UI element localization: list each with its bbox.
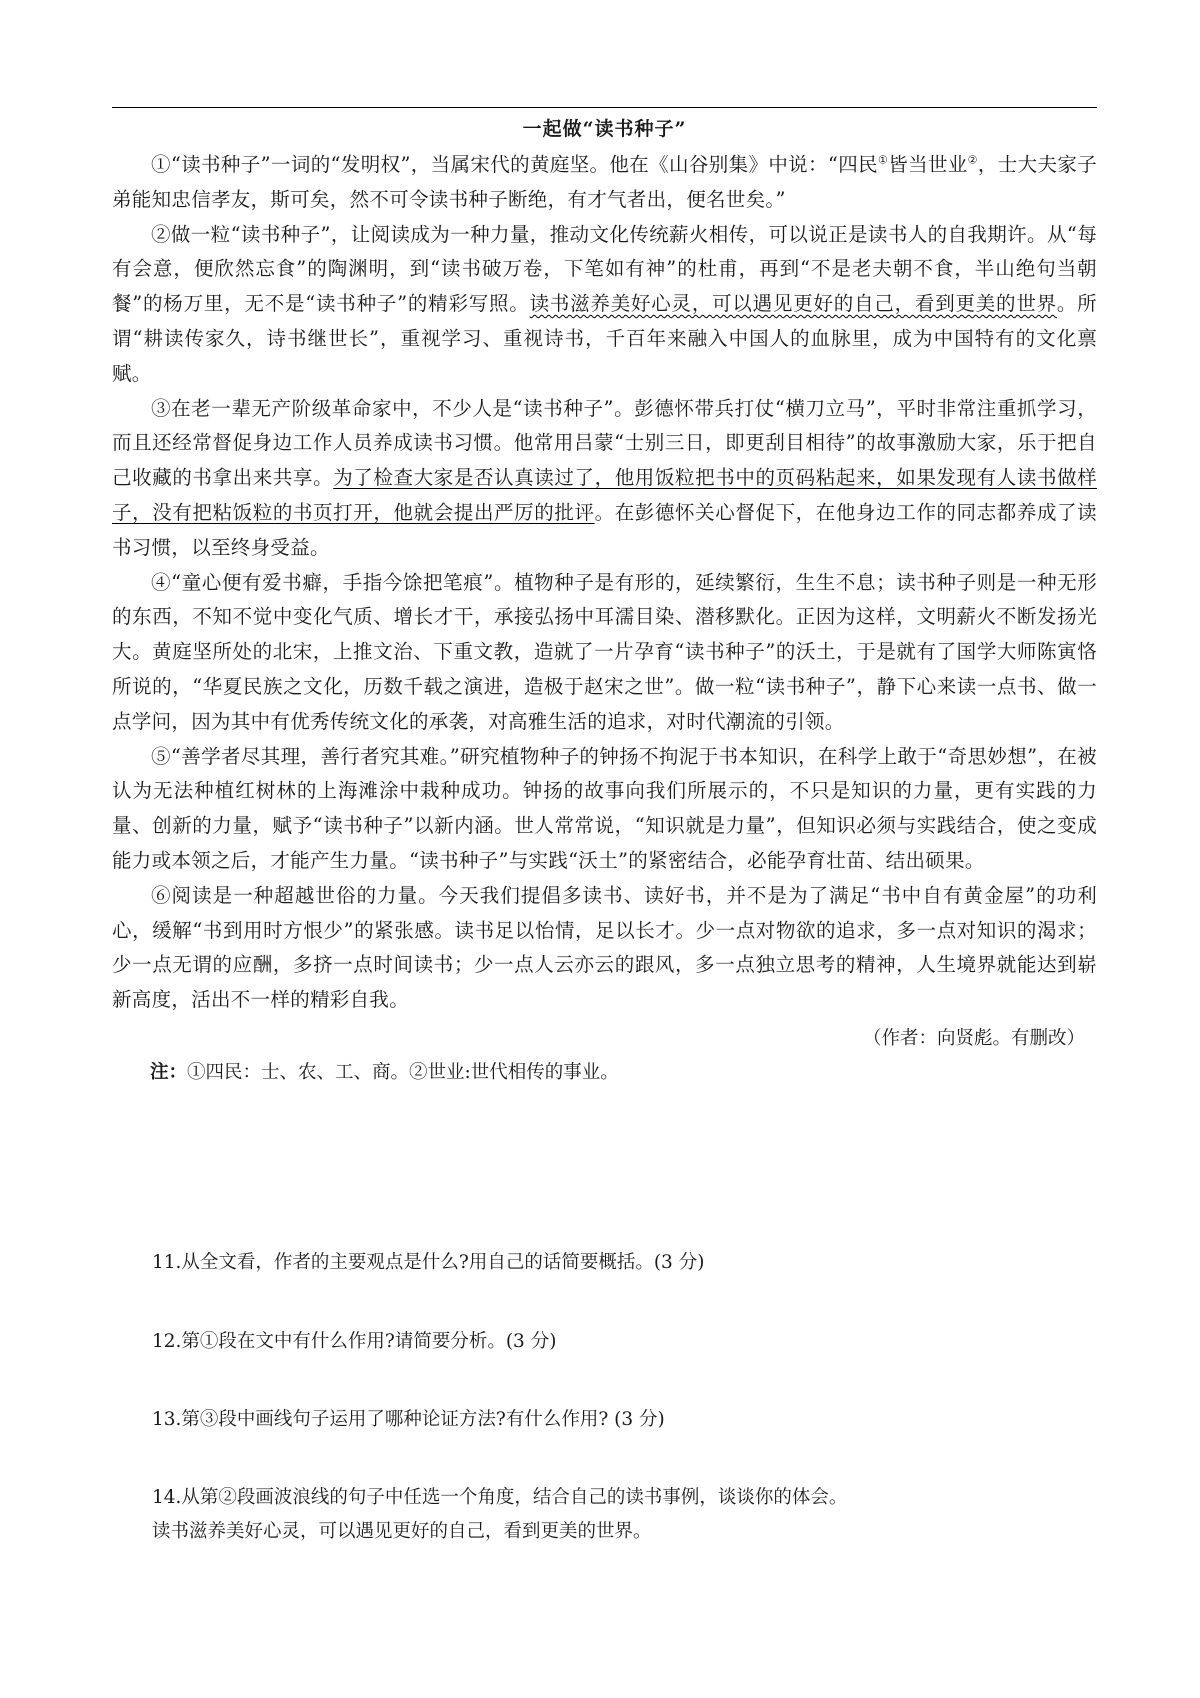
paragraph-1-text-b: 皆当世业 — [888, 153, 968, 176]
article-title: 一起做“读书种子” — [522, 118, 687, 140]
paragraph-1 — [112, 148, 1097, 218]
question-14: 14.从第②段画波浪线的句子中任选一个角度，结合自己的读书事例，谈谈你的体会。 — [152, 1487, 848, 1508]
paragraph-3 — [112, 392, 1097, 566]
paragraph-3-text-b: 。在彭德怀关心督促下，在他身边工作的同志都养成了读书习惯，以至终身受益。 — [112, 500, 1097, 559]
paragraph-6: ⑥阅读是一种超越世俗的力量。今天我们提倡多读书、读好书，并不是为了满足“书中自有黄金屋”的功利心，缓解“书到用时方恨少”的紧张感。读书足以怡情，足以长才。少一点对物欲的追求，多一点对知识的渴求；少一点无谓的应酬，多挤一点时间读书；少一点人云亦云的跟风，多一点独立思考的精神，人生境界就能达到崭新高度，活出不一样的精彩自我。 — [112, 883, 1097, 1012]
underlined-sentence: 为了检查大家是否认真读过了，他用饭粒把书中的页码粘起来，如果发现有人读书做样子，没有把粘饭粒的书页打开，他就会提出严厉的批评 — [112, 466, 1097, 524]
wavy-underlined-sentence: 读书滋养美好心灵，可以遇见更好的自己，看到更美的世界 — [529, 292, 1057, 316]
footnote-mark-2: ② — [967, 153, 978, 167]
footnote — [112, 1056, 1097, 1090]
paragraph-2-text-b: 。所谓“耕读传家久，诗书继世长”，重视学习、重视诗书，千百年来融入中国人的血脉里，成为中国特有的文化禀赋。 — [112, 292, 1097, 385]
article-body — [112, 148, 1097, 1090]
paragraph-2-text-a: ②做一粒“读书种子”，让阅读成为一种力量，推动文化传统薪火相传，可以说正是读书人的自我期许。从“每有会意，便欣然忘食”的陶渊明，到“读书破万卷，下笔如有神”的杜甫，再到“不是老夫朝不食，半山绝句当朝餐”的杨万里，无不是“读书种子”的精彩写照。 — [112, 222, 1097, 316]
article-source: （作者：向贤彪。有删改） — [862, 1027, 1085, 1049]
footnote-mark-1: ① — [877, 153, 889, 167]
question-13: 13.第③段中画线句子运用了哪种论证方法?有什么作用? (3 分) — [152, 1409, 665, 1430]
question-11: 11.从全文看，作者的主要观点是什么?用自己的话简要概括。(3 分) — [152, 1252, 705, 1273]
question-12: 12.第①段在文中有什么作用?请简要分析。(3 分) — [152, 1331, 557, 1352]
paragraph-4: ④“童心便有爱书癖，手指今馀把笔痕”。植物种子是有形的，延续繁衍，生生不息；读书种子则是一种无形的东西，不知不觉中变化气质、增长才干，承接弘扬中耳濡目染、潜移默化。正因为这样，文明薪火不断发扬光大。黄庭坚所处的北宋，上推文治、下重文教，造就了一片孕育“读书种子”的沃土，于是就有了国学大师陈寅恪所说的，“华夏民族之文化，历数千载之演进，造极于赵宋之世”。做一粒“读书种子”，静下心来读一点书、做一点学问，因为其中有优秀传统文化的承袭，对高雅生活的追求，对时代潮流的引领。 — [112, 570, 1097, 733]
paragraph-2 — [112, 218, 1097, 392]
top-rule — [112, 107, 1097, 108]
question-14-quote: 读书滋养美好心灵，可以遇见更好的自己，看到更美的世界。 — [152, 1521, 652, 1542]
paragraph-1-text-c: ，士大夫家子弟能知忠信孝友，斯可矣，然不可令读书种子断绝，有才气者出，便名世矣。” — [112, 153, 1098, 211]
paragraph-5: ⑤“善学者尽其理，善行者究其难。”研究植物种子的钟扬不拘泥于书本知识，在科学上敢于“奇思妙想”，在被认为无法种植红树林的上海滩涂中栽种成功。钟扬的故事向我们所展示的，不只是知识的力量，更有实践的力量、创新的力量，赋予“读书种子”以新内涵。世人常常说，“知识就是力量”，但知识必须与实践结合，使之变成能力或本领之后，才能产生力量。“读书种子”与实践“沃土”的紧密结合，必能孕育壮苗、结出硕果。 — [112, 744, 1097, 872]
paragraph-1-text-a: ①“读书种子”一词的“发明权”，当属宋代的黄庭坚。他在《山谷别集》中说：“四民 — [151, 153, 878, 176]
footnote-label: 注： — [150, 1061, 188, 1083]
footnote-text: ①四民：士、农、工、商。②世业:世代相传的事业。 — [187, 1061, 619, 1083]
paragraph-3-text-a: ③在老一辈无产阶级革命家中，不少人是“读书种子”。彭德怀带兵打仗“横刀立马”，平时非常注重抓学习，而且还经常督促身边工作人员养成读书习惯。他常用吕蒙“士别三日，即更刮目相待”的故事激励大家，乐于把自己收藏的书拿出来共享。 — [112, 396, 1097, 490]
